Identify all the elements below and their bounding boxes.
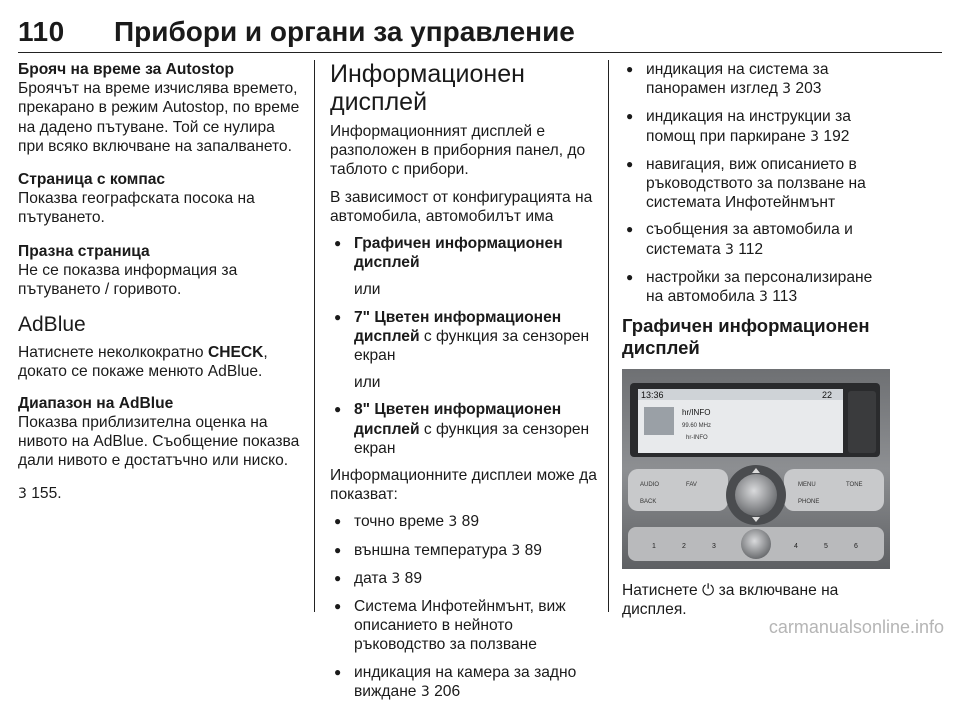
item-text: външна температура bbox=[354, 541, 512, 559]
or-separator-2: или bbox=[354, 374, 381, 392]
adblue-range-text: Показва приблизителна оценка на нивото на AdBlue. Съобщение показва дали нивото е достатъчно или ниско. bbox=[18, 413, 300, 470]
phone-button[interactable]: PHONE bbox=[798, 499, 820, 506]
item-ref[interactable]: 112 bbox=[738, 240, 764, 258]
screen-title: hr/INFO bbox=[682, 408, 711, 418]
list-item bbox=[622, 268, 890, 307]
column-divider-1 bbox=[314, 60, 315, 612]
adblue-text bbox=[18, 343, 302, 381]
adblue-ref-page: 155. bbox=[26, 485, 62, 503]
power-icon: ⏻ bbox=[701, 581, 715, 600]
caption-pre: Натиснете bbox=[622, 582, 702, 600]
blank-page-section bbox=[18, 242, 302, 300]
list-item bbox=[622, 220, 890, 259]
screen-time: 13:36 bbox=[641, 390, 664, 401]
preset-button-5[interactable]: 5 bbox=[824, 543, 828, 551]
column-1 bbox=[18, 60, 302, 612]
info-display-p3: Информационните дисплеи може да показват: bbox=[330, 467, 597, 504]
list-item bbox=[330, 541, 600, 561]
item-text: съобщения за автомобила и системата bbox=[646, 221, 853, 258]
option-graphic-display: Графичен информационен дисплей bbox=[354, 235, 563, 272]
page-ref-arrow-icon: 3 bbox=[759, 289, 768, 306]
list-item bbox=[622, 107, 890, 146]
item-ref[interactable]: 203 bbox=[795, 80, 822, 98]
item-ref[interactable]: 89 bbox=[461, 513, 480, 531]
adblue-ref[interactable] bbox=[18, 484, 302, 504]
menu-button[interactable]: MENU bbox=[798, 482, 816, 489]
compass-section bbox=[18, 170, 302, 228]
list-item bbox=[330, 512, 600, 532]
item-ref[interactable]: 206 bbox=[434, 682, 461, 700]
list-item bbox=[330, 663, 600, 702]
info-display-p2: В зависимост от конфигурацията на автомобила, автомобилът има bbox=[330, 188, 593, 225]
page-ref-arrow-icon: 3 bbox=[18, 486, 27, 503]
infotainment-panel-photo bbox=[622, 369, 890, 569]
compass-text: Показва географската посока на пътуването. bbox=[18, 190, 255, 227]
info-display-heading: Информационен дисплей bbox=[330, 60, 525, 116]
watermark: carmanualsonline.info bbox=[768, 617, 944, 637]
screen-station: hr-INFO bbox=[686, 435, 708, 442]
station-logo bbox=[644, 407, 674, 435]
option-8-rest: с функция за сензорен екран bbox=[354, 420, 590, 457]
option-8-display: 8" Цветен информационен дисплей bbox=[354, 401, 562, 438]
check-button-label: CHECK bbox=[207, 344, 264, 362]
autostop-timer-section bbox=[18, 60, 302, 156]
column-2 bbox=[330, 60, 600, 700]
item-text: дата bbox=[354, 569, 392, 587]
fav-button[interactable]: FAV bbox=[686, 482, 697, 489]
display-options-list-2 bbox=[330, 308, 600, 366]
header-rule bbox=[18, 52, 942, 53]
compass-title: Страница с компас bbox=[18, 171, 166, 189]
page-ref-arrow-icon: 3 bbox=[511, 542, 521, 559]
column-3 bbox=[622, 60, 890, 619]
page-ref-arrow-icon: 3 bbox=[391, 570, 401, 587]
display-side-trim bbox=[848, 391, 876, 453]
adblue-heading: AdBlue bbox=[18, 313, 86, 337]
back-button[interactable]: BACK bbox=[640, 499, 657, 506]
item-text: навигация, виж описанието в ръководството за ползване на системата Инфотейнмънт bbox=[646, 155, 866, 212]
caption-post: за включване на дисплея. bbox=[622, 582, 839, 619]
tone-button[interactable]: TONE bbox=[846, 482, 863, 489]
display-options-list-3 bbox=[330, 400, 600, 458]
screen-frequency: 99.60 MHz bbox=[682, 423, 712, 430]
list-item bbox=[330, 597, 600, 655]
or-separator-1: или bbox=[354, 281, 381, 299]
option-7-rest: с функция за сензорен екран bbox=[354, 327, 590, 365]
page-ref-arrow-icon: 3 bbox=[448, 514, 458, 531]
list-item bbox=[330, 569, 600, 589]
display-status-bar bbox=[638, 389, 843, 400]
adblue-range-section bbox=[18, 394, 302, 471]
adblue-text-post: , докато се покаже менюто AdBlue. bbox=[18, 344, 268, 381]
page-header bbox=[18, 8, 942, 54]
adblue-range-title: Диапазон на AdBlue bbox=[18, 394, 174, 412]
preset-button-6[interactable]: 6 bbox=[854, 543, 858, 551]
power-volume-knob[interactable] bbox=[741, 529, 771, 559]
menu-knob[interactable] bbox=[735, 474, 777, 516]
item-ref[interactable]: 89 bbox=[524, 541, 542, 559]
option-7-display: 7" Цветен информационен дисплей bbox=[354, 308, 562, 345]
screen-temp: 22 bbox=[822, 390, 833, 401]
autostop-timer-title: Брояч на време за Autostop bbox=[18, 61, 235, 78]
photo-caption bbox=[622, 581, 890, 619]
display-content-list-continued bbox=[622, 60, 890, 307]
item-ref[interactable]: 89 bbox=[404, 569, 423, 587]
audio-button[interactable]: AUDIO bbox=[640, 482, 660, 489]
column-divider-2 bbox=[608, 60, 609, 612]
item-ref[interactable]: 113 bbox=[772, 288, 798, 306]
item-text: индикация на инструкции за помощ при паркиране bbox=[646, 108, 851, 145]
blank-page-title: Празна страница bbox=[18, 242, 150, 260]
autostop-timer-text: Броячът на време изчислява времето, прекарано в режим Autostop, по време на дадено пътуване. Той се нулира при всяко включване на запалването. bbox=[18, 80, 300, 155]
item-text: настройки за персонализиране на автомобила bbox=[646, 268, 873, 306]
page-ref-arrow-icon: 3 bbox=[782, 81, 792, 98]
info-display-p1: Информационният дисплей е разположен в приборния панел, до таблото с прибори. bbox=[330, 123, 586, 179]
item-text: индикация на камера за задно виждане bbox=[354, 663, 577, 700]
display-content-list bbox=[330, 512, 600, 702]
list-item bbox=[622, 155, 890, 213]
page-ref-arrow-icon: 3 bbox=[420, 683, 430, 700]
page-ref-arrow-icon: 3 bbox=[724, 241, 734, 258]
blank-page-text: Не се показва информация за пътуването / горивото. bbox=[18, 261, 238, 299]
item-text: Система Инфотейнмънт, виж описанието в нейното ръководство за ползване bbox=[354, 598, 566, 654]
graphic-display-heading: Графичен информационен дисплей bbox=[622, 315, 870, 359]
page-title: Прибори и органи за управление bbox=[114, 16, 575, 47]
preset-button-1[interactable]: 1 bbox=[652, 543, 656, 551]
preset-button-4[interactable]: 4 bbox=[794, 543, 798, 551]
display-options-list bbox=[330, 234, 600, 272]
preset-button-2[interactable]: 2 bbox=[682, 543, 686, 551]
list-item bbox=[330, 400, 600, 458]
page-number: 110 bbox=[18, 16, 65, 47]
list-item bbox=[330, 234, 600, 272]
item-text: точно време bbox=[354, 513, 449, 531]
adblue-text-pre: Натиснете неколкократно bbox=[18, 344, 208, 362]
list-item bbox=[622, 60, 890, 99]
list-item bbox=[330, 308, 600, 366]
item-ref[interactable]: 192 bbox=[823, 127, 850, 145]
item-text: индикация на система за панорамен изглед bbox=[646, 61, 829, 98]
page-ref-arrow-icon: 3 bbox=[810, 128, 820, 145]
preset-button-3[interactable]: 3 bbox=[712, 543, 716, 551]
